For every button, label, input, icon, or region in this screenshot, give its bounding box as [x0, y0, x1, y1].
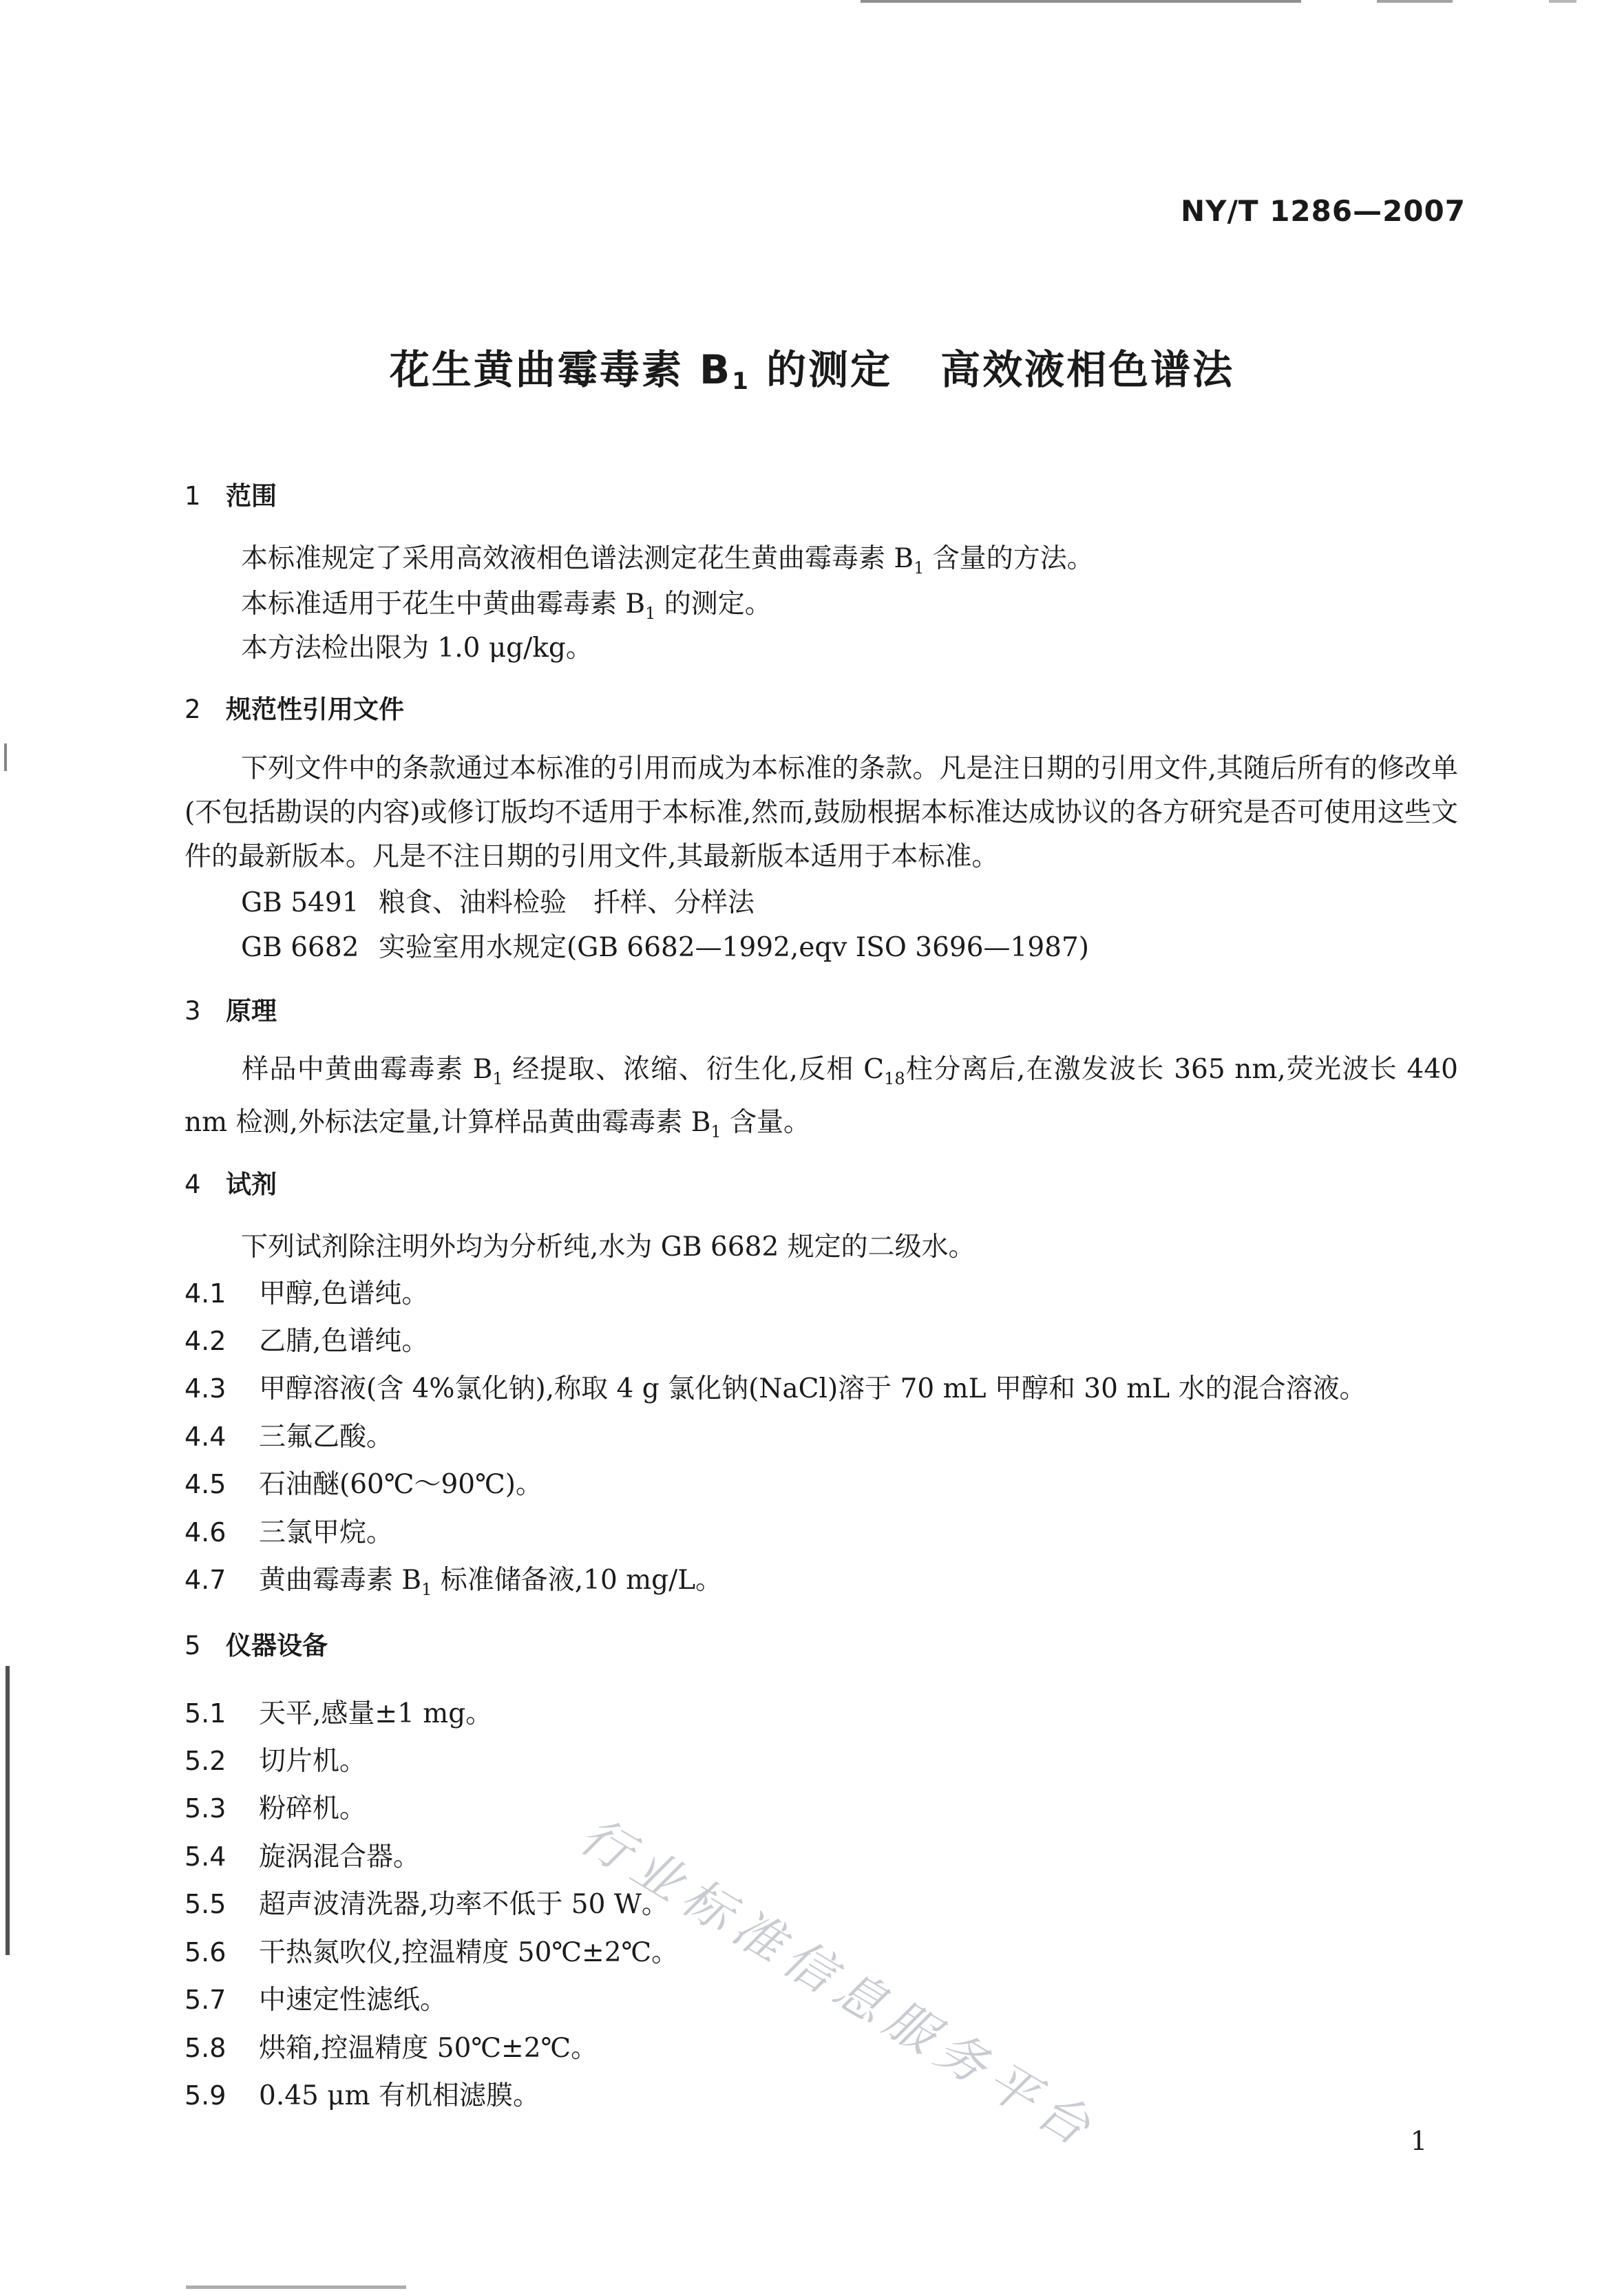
reagents-intro: 下列试剂除注明外均为分析纯,水为 GB 6682 规定的二级水。: [241, 1232, 976, 1263]
reference-item: GB 6682 实验室用水规定(GB 6682—1992,eqv ISO 3696—1987): [241, 932, 1090, 963]
section-heading-references: 2 规范性引用文件: [184, 695, 404, 724]
section-heading-reagents: 4 试剂: [184, 1170, 277, 1199]
reagent-item: 4.4 三氟乙酸。: [184, 1422, 394, 1453]
title-part2: 高效液相色谱法: [940, 346, 1235, 393]
reagent-item: 4.6 三氯甲烷。: [184, 1517, 394, 1548]
reagent-item: 4.3 甲醇溶液(含 4%氯化钠),称取 4 g 氯化钠(NaCl)溶于 70 mL 甲醇和 30 mL 水的混合溶液。: [184, 1373, 1367, 1404]
section-heading-scope: 1 范围: [184, 481, 277, 511]
title-part1: 花生黄曲霉毒素 $B_1$ 的测定: [389, 346, 893, 395]
reagent-item: 4.2 乙腈,色谱纯。: [184, 1326, 429, 1357]
apparatus-item: 5.1 天平,感量±1 mg。: [184, 1698, 493, 1729]
reagent-item: 4.1 甲醇,色谱纯。: [184, 1278, 429, 1309]
apparatus-item: 5.4 旋涡混合器。: [184, 1841, 421, 1872]
scan-artifact: [6, 1666, 10, 1955]
scan-artifact: [4, 743, 7, 771]
references-paragraph: 下列文件中的条款通过本标准的引用而成为本标准的条款。凡是注日期的引用文件,其随后所有的修改单(不包括勘误的内容)或修订版均不适用于本标准,然而,鼓励根据本标准达成协议的各方研究是否可使用这些文件的最新版本。凡是不注日期的引用文件,其最新版本适用于本标准。: [184, 753, 1458, 872]
document-title: [0, 337, 1624, 395]
apparatus-item: 5.7 中速定性滤纸。: [184, 1985, 447, 2016]
principle-paragraph: 样品中黄曲霉毒素 $B_1$ 经提取、浓缩、衍生化,反相 $C_{18}$柱分离后,在激发波长 365 nm,荧光波长 440 nm 检测,外标法定量,计算样品黄曲霉毒素 $B_1$ 含量。: [184, 1054, 1458, 1141]
reagent-item: 4.7 黄曲霉毒素 $B_1$ 标准储备液,10 mg/L。: [184, 1565, 723, 1599]
apparatus-item: 5.3 粉碎机。: [184, 1793, 367, 1824]
page-number: 1: [1410, 2126, 1427, 2156]
apparatus-item: 5.6 干热氮吹仪,控温精度 50℃±2℃。: [184, 1937, 679, 1968]
scan-artifact: [186, 2285, 406, 2289]
apparatus-item: 5.2 切片机。: [184, 1746, 367, 1777]
apparatus-item: 5.8 烘箱,控温精度 50℃±2℃。: [184, 2033, 598, 2064]
reference-item: GB 5491 粮食、油料检验 扦样、分样法: [241, 887, 755, 918]
scan-artifact: [1377, 0, 1453, 3]
reagent-item: 4.5 石油醚(60℃～90℃)。: [184, 1469, 542, 1500]
scan-artifact: [1549, 0, 1576, 3]
section-heading-apparatus: 5 仪器设备: [184, 1631, 328, 1660]
scan-artifact: [861, 0, 1301, 3]
section-heading-principle: 3 原理: [184, 996, 277, 1026]
standard-number: NY/T 1286—2007: [1181, 194, 1466, 228]
apparatus-item: 5.5 超声波清洗器,功率不低于 50 W。: [184, 1889, 668, 1920]
watermark: 行业标准信息服务平台: [570, 1806, 1108, 2161]
applicability-paragraph: 本标准适用于花生中黄曲霉毒素 $B_1$ 的测定。: [241, 589, 772, 623]
apparatus-item: 5.9 0.45 μm 有机相滤膜。: [184, 2080, 540, 2111]
scope-paragraph: 本标准规定了采用高效液相色谱法测定花生黄曲霉毒素 $B_1$ 含量的方法。: [241, 543, 1094, 578]
detection-limit-paragraph: 本方法检出限为 1.0 μg/kg。: [241, 633, 593, 664]
